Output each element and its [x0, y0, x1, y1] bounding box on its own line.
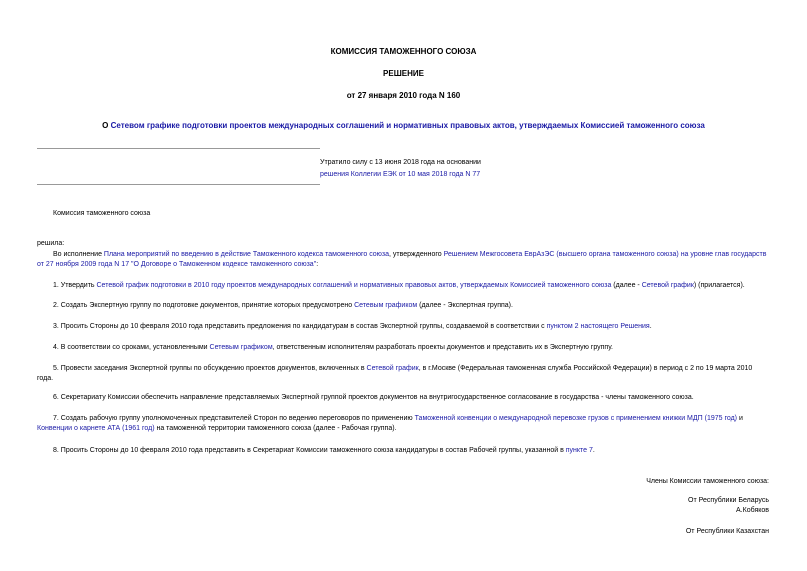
p1-link-short[interactable]: Сетевой график [641, 282, 694, 289]
intro-text-2: , утвержденного [389, 251, 444, 258]
p8-link[interactable]: пункте 7 [565, 447, 593, 454]
p1-text-1: 1. Утвердить [53, 282, 97, 289]
p8-text-1: 8. Просить Стороны до 10 февраля 2010 года представить в Секретариат Комиссии таможенного союза кандидатуры в состав Рабочей группы, указанной в [53, 447, 566, 454]
intro-text-1: Во исполнение [53, 251, 104, 258]
intro-paragraph [37, 250, 770, 270]
p3-text-2: . [649, 323, 652, 330]
p7-link-ata[interactable]: Конвенции о карнете АТА (1961 год) [37, 425, 155, 432]
top-divider [37, 148, 320, 149]
document-type: РЕШЕНИЕ [383, 69, 424, 78]
kazakhstan-label: От Республики Казахстан [685, 528, 769, 535]
belarus-signatory: А.Кобяков [736, 507, 769, 514]
members-label: Члены Комиссии таможенного союза: [646, 478, 769, 485]
paragraph-2 [37, 301, 770, 311]
paragraph-4 [37, 343, 770, 353]
p4-link[interactable]: Сетевым графиком [209, 344, 273, 351]
p2-text-1: 2. Создать Экспертную группу по подготовке документов, принятие которых предусмотрено [53, 302, 355, 309]
paragraph-3 [37, 322, 770, 332]
document-title [37, 121, 770, 131]
paragraph-8 [37, 446, 770, 456]
p7-link-tir[interactable]: Таможенной конвенции о международной перевозке грузов с применением книжки МДП (1975 год) [414, 415, 738, 422]
p7-text-3: на таможенной территории таможенного союза (далее - Рабочая группа). [154, 425, 397, 432]
belarus-label: От Республики Беларусь [688, 497, 769, 504]
p5-text-2: , в г.Москве (Федеральная таможенная служба Российской Федерации) в период с 2 по 19 марта 2010 года. [37, 365, 753, 382]
p1-text-3: ) (прилагается). [693, 282, 745, 289]
p8-text-2: . [592, 447, 595, 454]
p2-link[interactable]: Сетевым графиком [354, 302, 418, 309]
intro-link-plan[interactable]: Плана мероприятий по введению в действие Таможенного кодекса таможенного союза [103, 251, 390, 258]
p4-text-2: , ответственным исполнителям разработать проекты документов и представить их в Экспертную группу. [272, 344, 613, 351]
p3-text-1: 3. Просить Стороны до 10 февраля 2010 года представить предложения по кандидатурам в состав Экспертной группы, создаваемой в соответствии с [53, 323, 547, 330]
title-link[interactable]: Сетевом графике подготовки проектов международных соглашений и нормативных правовых актов, утверждаемых Комиссией таможенного союза [110, 121, 705, 130]
issuer: Комиссия таможенного союза [53, 210, 151, 217]
p1-text-2: (далее - [611, 282, 642, 289]
p5-link[interactable]: Сетевой график [366, 365, 419, 372]
intro-link-decision[interactable]: Решением Межгосовета ЕврАзЭС (высшего органа таможенного союза) на уровне глав государств от 27 ноября 2009 года N 17 "О Договоре о Таможенном кодексе таможенного союза" [37, 251, 767, 268]
lost-force-link[interactable]: решения Коллегии ЕЭК от 10 мая 2018 года N 77 [320, 171, 481, 178]
lost-force-text: Утратило силу с 13 июня 2018 года на основании [320, 159, 481, 166]
p7-text-2: и [737, 415, 743, 422]
p3-link[interactable]: пунктом 2 настоящего Решения [546, 323, 650, 330]
paragraph-1 [37, 281, 770, 291]
p2-text-2: (далее - Экспертная группа). [417, 302, 513, 309]
paragraph-6: 6. Секретариату Комиссии обеспечить направление представляемых Экспертной группой проектов документов на внутригосударственное согласование в государства - члены таможенного союза. [53, 394, 694, 401]
title-prefix: О [102, 121, 111, 130]
p1-link-schedule[interactable]: Сетевой график подготовки в 2010 году проектов международных соглашений и нормативных правовых актов, утверждаемых Комиссией таможенного союза [96, 282, 612, 289]
intro-text-3: : [316, 261, 319, 268]
paragraph-7 [37, 414, 770, 434]
document-date: от 27 января 2010 года N 160 [346, 91, 461, 100]
p7-text-1: 7. Создать рабочую группу уполномоченных представителей Сторон по ведению переговоров по применению [53, 415, 415, 422]
lost-force-note [320, 157, 620, 181]
decided-label: решила: [37, 240, 65, 247]
p5-text-1: 5. Провести заседания Экспертной группы по обсуждению проектов документов, включенных в [53, 365, 367, 372]
bottom-divider [37, 184, 320, 185]
commission-heading: КОМИССИЯ ТАМОЖЕННОГО СОЮЗА [330, 47, 477, 56]
paragraph-5 [37, 364, 770, 384]
p4-text-1: 4. В соответствии со сроками, установленными [53, 344, 210, 351]
